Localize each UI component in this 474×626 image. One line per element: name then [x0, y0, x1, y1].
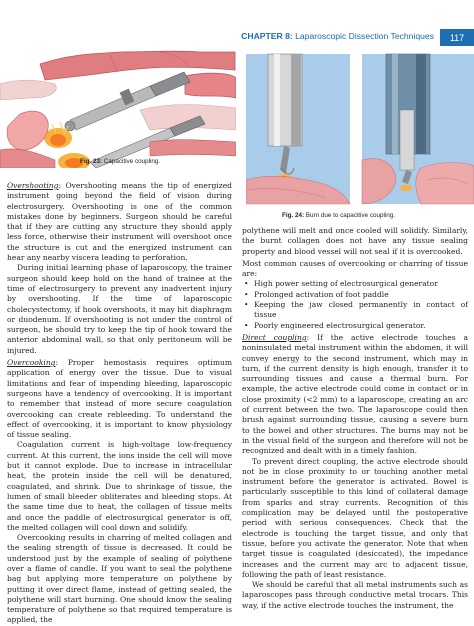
figure-23-caption: [80, 158, 160, 165]
figure-24-caption-text: Burn due to capacitive coupling.: [305, 212, 396, 219]
direct-coupling-text: : If the active electrode touches a noninsulated metal instrument within the abdomen, it will convey energy to the second instrument, which may in turn, if the current density is high enough, transfer it to surrounding tissues and cause a thermal burn. For example, the active electrode could come in contact or in close proximity (<2 mm) to a laparoscope, creating an arc of current between the two. The laparoscope could then brush against surrounding tissue, causing a severe burn to the bowel and other structures. The burns may not be in the visual field of the surgeon and therefore will not be recognized and dealt with in a timely fashion.: [242, 332, 468, 456]
burn-illustration: [246, 50, 474, 210]
figure-24-label: Fig. 24:: [282, 212, 305, 219]
list-item: • Prolonged activation of foot paddle: [242, 290, 468, 300]
figure-23-label: Fig. 23:: [80, 158, 103, 165]
figure-23: [0, 50, 236, 168]
paragraph-coagulation: Coagulation current is high-voltage low-frequency current. At this current, the ions inside the cell will move but it cannot explode. Due to increase in intracellular heat, the protein inside the cell will be denatured, coagulated, and shrink. Due to shrinkage of tissue, the lumen of small bleeder obliterates and bleeding stops. At the same time due to heat, the collagen of tissue melts and once the paddle of electrosurgical generator is off, the melted collagen will cool down and solidify.: [7, 440, 232, 532]
page-number: 117: [440, 29, 474, 46]
chapter-heading: [241, 31, 434, 41]
paragraph-overshooting: [7, 181, 232, 263]
running-header: [238, 29, 474, 46]
paragraph-trocars: We should be careful that all metal instruments such as laparoscopes pass through conductive metal trocars. This way, if the active electrode touches the instrument, the: [242, 580, 468, 610]
list-item: • High power setting of electrosurgical generator: [242, 279, 468, 289]
list-item: • Poorly engineered electrosurgical generator.: [242, 321, 468, 331]
chapter-title: Laparoscopic Dissection Techniques: [295, 31, 434, 41]
overcooking-text: : Proper hemostasis requires optimum application of energy over the tissue. Due to visual limitations and fear of impending bleeding, laparoscopic surgeons have a tendency of overcooking. It is important to remember that instead of more secure coagulation overcooking can create rebleeding. To understand the effect of overcooking, it is important to know physiology of tissue sealing.: [7, 358, 232, 440]
paragraph-charring: Overcooking results in charring of melted collagen and the sealing strength of tissue is decreased. It could be understood just by the example of sealing of polythene over a flame of candle. If you want to seal the polythene bag but applying more temperature on polythene by putting it over direct flame, instead of getting sealed, the polythene will start burning. One should know the sealing temperature of polythene so that required temperature is applied, the: [7, 533, 232, 625]
overshooting-text: : Overshooting means the tip of energized instrument going beyond the field of vision during electrosurgery. Overshooting is one of the common mistakes done by beginners. Surgeon should be careful that if they are cutting any structure they should apply less force, otherwise their instrument will overshoot once the structure is cut and the energized instrument can hear any nearby viscera leading to perforation.: [7, 181, 232, 263]
paragraph-trainer: During initial learning phase of laparoscopy, the trainer surgeon should keep hold on the hand of trainee at the time of electrosurgery to prevent any inadvertent injury by overshooting. If the time of laparoscopic cholecystectomy, if hook overshoots, it may hit diaphragm or duodenum. If overshooting is not under the control of surgeon, he should try to keep the tip of hook toward the anterior abdominal wall, so that only peritoneum will be injured.: [7, 263, 232, 355]
paragraph-prevent: To prevent direct coupling, the active electrode should not be in close proximity to or touching another metal instrument before the generator is activated. Bowel is particularly susceptible to this kind of collateral damage from sparks and stray currents. Recognition of this complication may be delayed until the postoperative period with serious consequences. Check that the electrode is touching the target tissue, and only that tissue, before you activate the generator. Note that when target tissue is coagulated (desiccated), the impedance increases and the current may arc to adjacent tissue, following the path of least resistance.: [242, 456, 468, 579]
term-overcooking: Overcooking: [7, 358, 56, 368]
chapter-label: CHAPTER 8:: [241, 31, 293, 41]
figure-23-caption-text: Capacitive coupling.: [103, 158, 161, 165]
list-item: • Keeping the jaw closed permanently in contact of tissue: [242, 300, 468, 321]
left-column: [7, 181, 232, 626]
right-column: [242, 226, 468, 611]
paragraph-causes: Most common causes of overcooking or charring of tissue are:: [242, 258, 468, 279]
paragraph-overcooking: [7, 358, 232, 440]
figure-24-caption: [282, 212, 395, 219]
causes-list: [242, 279, 468, 330]
term-direct-coupling: Direct coupling: [242, 332, 307, 342]
capacitive-coupling-illustration: [0, 50, 236, 168]
paragraph-polythene: polythene will melt and once cooled will solidify. Similarly, the burnt collagen does not have any tissue sealing property and blood vessel will not seal if it is overcooked.: [242, 226, 468, 256]
paragraph-direct-coupling: [242, 333, 468, 457]
term-overshooting: Overshooting: [7, 181, 59, 190]
figure-24: [246, 50, 474, 220]
